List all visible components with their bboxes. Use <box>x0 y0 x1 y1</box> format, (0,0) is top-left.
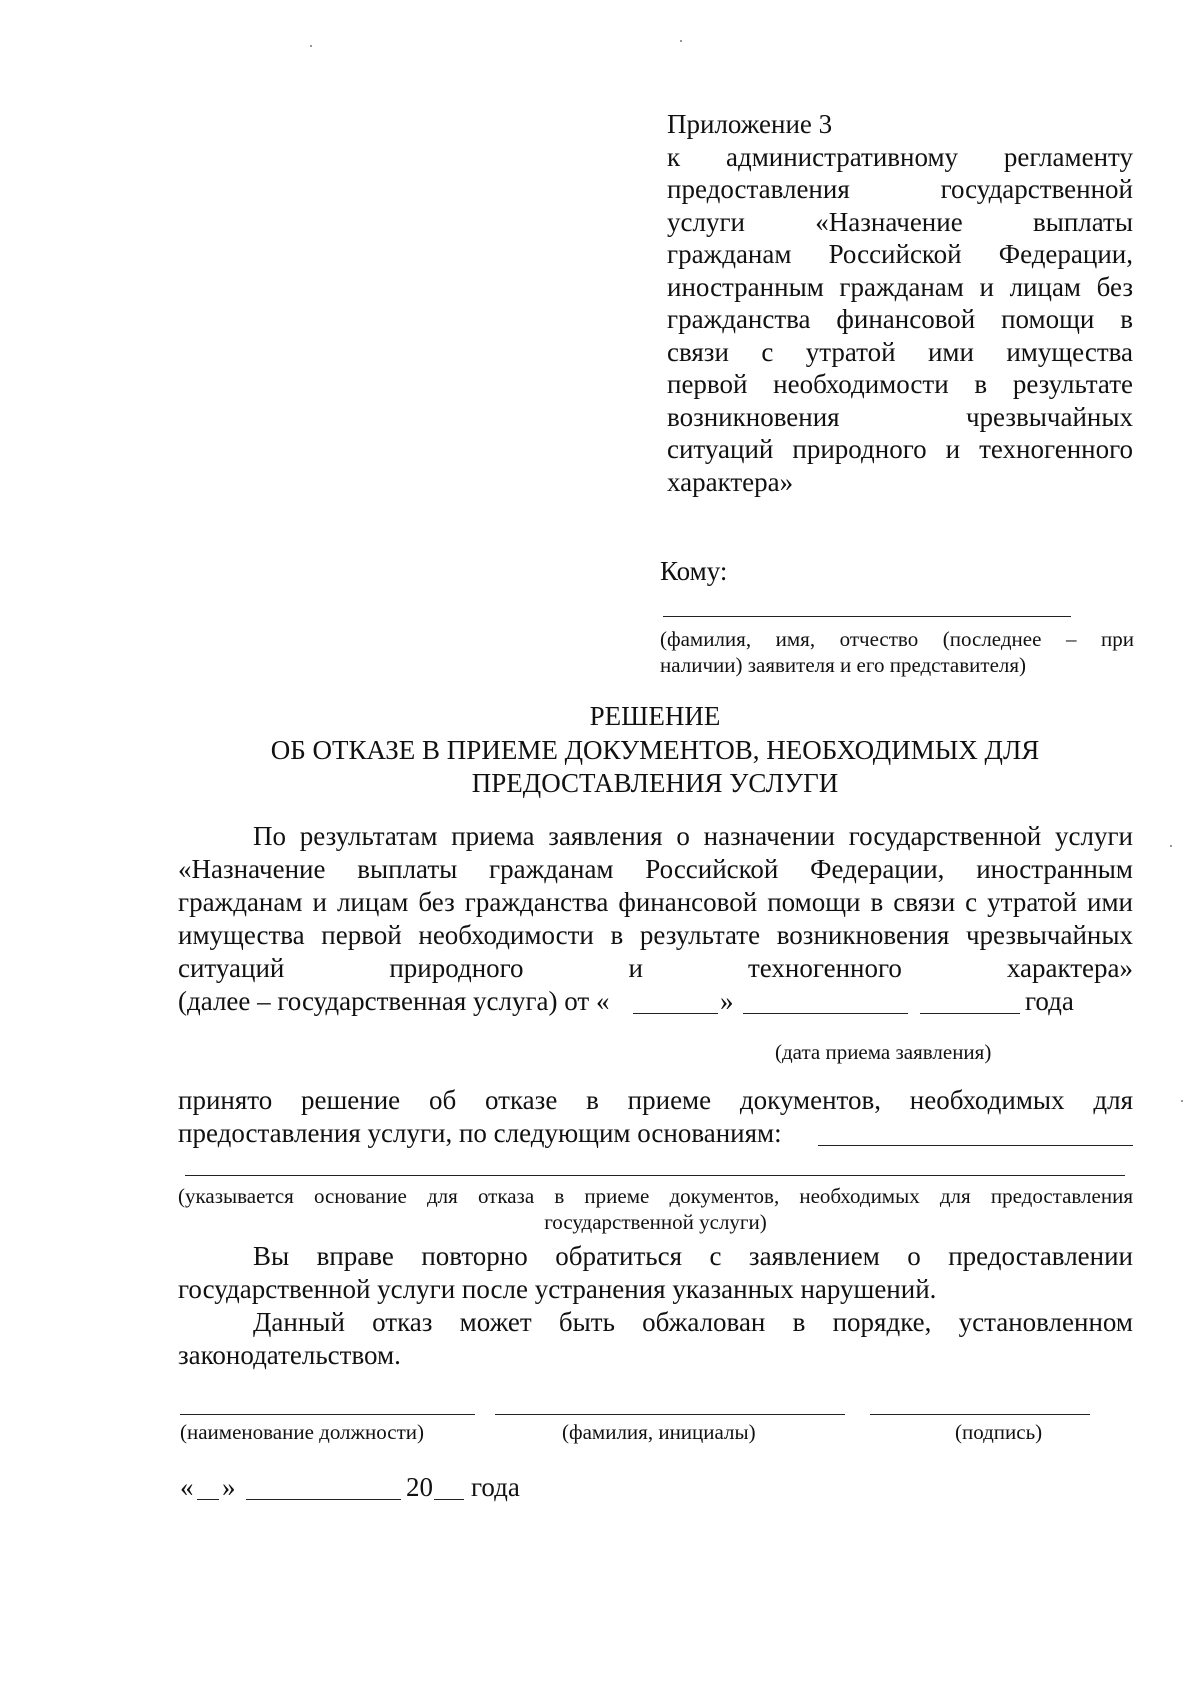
appendix-line: связи с утратой ими имущества <box>667 336 1133 367</box>
document-subtitle: ПРЕДОСТАВЛЕНИЯ УСЛУГИ <box>471 768 839 798</box>
paragraph-reapply: государственной услуги после устранения указанных нарушений. <box>178 1274 937 1304</box>
name-caption: (фамилия, инициалы) <box>562 1420 756 1444</box>
position-line <box>180 1414 475 1415</box>
signature-caption: (подпись) <box>955 1420 1043 1444</box>
paragraph-reapply: Вы вправе повторно обратиться с заявлением о предоставлении <box>253 1241 1133 1271</box>
scan-speck <box>680 40 682 42</box>
name-line <box>495 1414 845 1415</box>
footer-year-field <box>434 1499 464 1500</box>
footer-day-field <box>197 1499 219 1500</box>
footer-century: 20 <box>406 1472 433 1502</box>
footer-suffix: года <box>471 1472 520 1502</box>
document-title: РЕШЕНИЕ <box>589 701 721 731</box>
date-prefix: (далее – государственная услуга) от « <box>178 986 610 1016</box>
appendix-block <box>667 108 1133 498</box>
document-subtitle: ОБ ОТКАЗЕ В ПРИЕМЕ ДОКУМЕНТОВ, НЕОБХОДИМЫХ ДЛЯ <box>270 735 1040 765</box>
date-suffix: года <box>1025 986 1074 1016</box>
appendix-line: предоставления государственной <box>667 174 1133 204</box>
recipient-caption: (фамилия, имя, отчество (последнее – при <box>660 627 1134 651</box>
paragraph-line: «Назначение выплаты гражданам Российской Федерации, иностранным <box>178 854 1133 884</box>
appendix-line: первой необходимости в результате <box>667 369 1133 399</box>
grounds-field <box>818 1145 1133 1146</box>
date-month-field <box>743 1013 908 1014</box>
date-caption: (дата приема заявления) <box>775 1040 992 1064</box>
grounds-caption: (указывается основание для отказа в приеме документов, необходимых для предоставления <box>178 1184 1133 1208</box>
paragraph-appeal: законодательством. <box>178 1340 401 1370</box>
appendix-line: гражданам Российской Федерации, <box>667 239 1133 269</box>
scan-speck <box>310 45 312 47</box>
date-day-field <box>633 1013 718 1014</box>
footer-close-quote: » <box>222 1472 236 1502</box>
recipient-caption: наличии) заявителя и его представителя) <box>660 653 1027 677</box>
paragraph-appeal: Данный отказ может быть обжалован в порядке, установленном <box>253 1307 1133 1337</box>
recipient-line <box>663 616 1071 617</box>
appendix-line: к административному регламенту <box>667 141 1133 172</box>
appendix-line: иностранным гражданам и лицам без <box>667 271 1133 302</box>
date-quote-close: » <box>720 986 734 1016</box>
paragraph-line: гражданам и лицам без гражданства финансовой помощи в связи с утратой ими <box>178 887 1133 917</box>
appendix-last-line: характера» <box>667 466 794 497</box>
footer-month-field <box>246 1499 401 1500</box>
grounds-field-line <box>185 1175 1125 1176</box>
paragraph-decision-basis <box>178 820 1133 985</box>
appendix-line: возникновения чрезвычайных <box>667 401 1133 432</box>
date-year-field <box>920 1013 1020 1014</box>
signature-line <box>870 1414 1090 1415</box>
position-caption: (наименование должности) <box>180 1420 425 1444</box>
scan-speck <box>1181 1100 1183 1102</box>
paragraph-decision: предоставления услуги, по следующим основаниям: <box>178 1118 782 1148</box>
appendix-line: гражданства финансовой помощи в <box>667 304 1133 334</box>
appendix-line: услуги «Назначение выплаты <box>667 206 1133 237</box>
paragraph-line: По результатам приема заявления о назначении государственной услуги <box>253 821 1133 851</box>
appendix-line: ситуаций природного и техногенного <box>667 434 1133 464</box>
appendix-title: Приложение 3 <box>667 109 833 139</box>
grounds-caption: государственной услуги) <box>544 1210 767 1234</box>
paragraph-line: ситуаций природного и техногенного характера» <box>178 953 1133 983</box>
scan-speck <box>1170 845 1172 847</box>
paragraph-line: имущества первой необходимости в результате возникновения чрезвычайных <box>178 920 1133 950</box>
paragraph-decision: принято решение об отказе в приеме документов, необходимых для <box>178 1085 1133 1115</box>
footer-open-quote: « <box>180 1472 194 1502</box>
recipient-label: Кому: <box>660 556 728 586</box>
